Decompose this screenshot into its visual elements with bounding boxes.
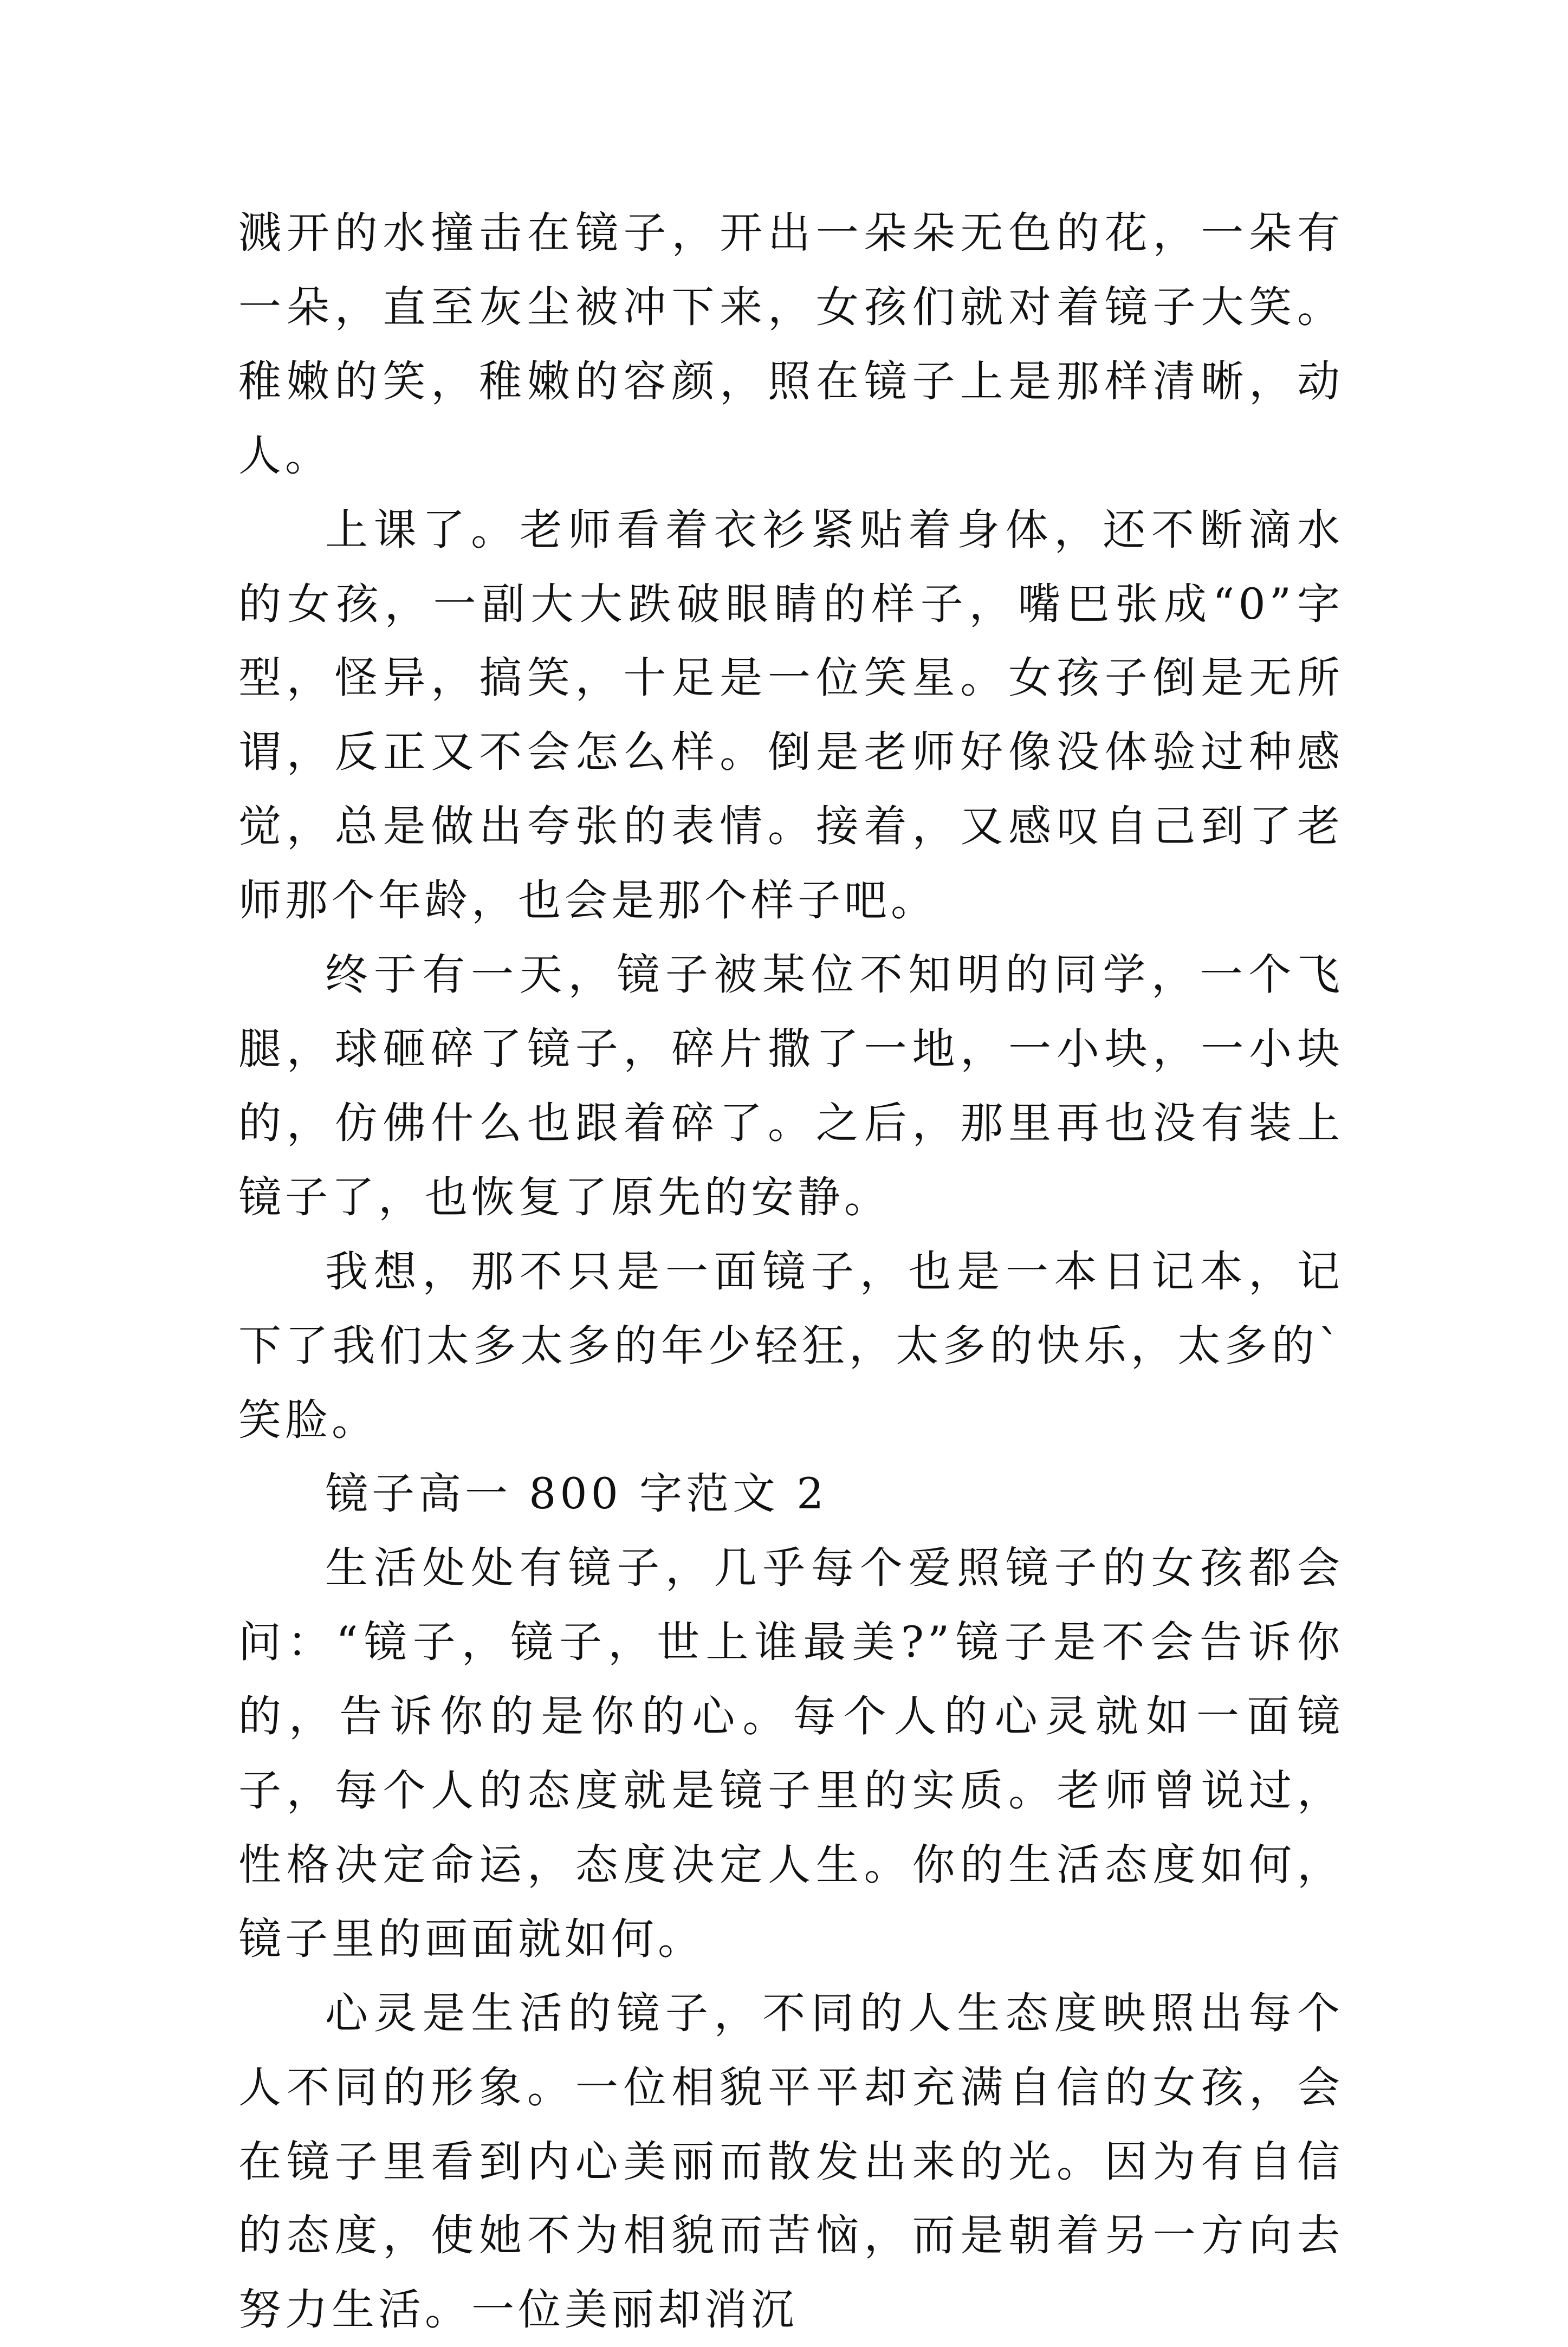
paragraph-2: 上课了。老师看着衣衫紧贴着身体，还不断滴水的女孩，一副大大跌破眼睛的样子，嘴巴张成“0”字型，怪异，搞笑，十足是一位笑星。女孩子倒是无所谓，反正又不会怎么样。倒是老师好像没体验过种感觉，总是做出夸张的表情。接着，又感叹自己到了老师那个年龄，也会是那个样子吧。 — [238, 504, 1344, 926]
paragraph-1: 溅开的水撞击在镜子，开出一朵朵无色的花，一朵有一朵，直至灰尘被冲下来，女孩们就对着镜子大笑。稚嫩的笑，稚嫩的容颜，照在镜子上是那样清晰，动人。 — [238, 208, 1344, 481]
paragraph-5: 生活处处有镜子，几乎每个爱照镜子的女孩都会问：“镜子，镜子，世上谁最美?”镜子是不会告诉你的，告诉你的是你的心。每个人的心灵就如一面镜子，每个人的态度就是镜子里的实质。老师曾说过，性格决定命运，态度决定人生。你的生活态度如何，镜子里的画面就如何。 — [238, 1543, 1344, 1964]
paragraph-3: 终于有一天，镜子被某位不知明的同学，一个飞腿，球砸碎了镜子，碎片撒了一地，一小块，一小块的，仿佛什么也跟着碎了。之后，那里再也没有装上镜子了，也恢复了原先的安静。 — [238, 950, 1344, 1222]
section-heading: 镜子高一 800 字范文 2 — [325, 1469, 828, 1519]
document-body — [238, 196, 1344, 2347]
paragraph-4: 我想，那不只是一面镜子，也是一本日记本，记下了我们太多太多的年少轻狂，太多的快乐，太多的`笑脸。 — [238, 1246, 1344, 1445]
paragraph-6: 心灵是生活的镜子，不同的人生态度映照出每个人不同的形象。一位相貌平平却充满自信的女孩，会在镜子里看到内心美丽而散发出来的光。因为有自信的态度，使她不为相貌而苦恼，而是朝着另一方向去努力生活。一位美丽却消沉 — [238, 1988, 1344, 2335]
